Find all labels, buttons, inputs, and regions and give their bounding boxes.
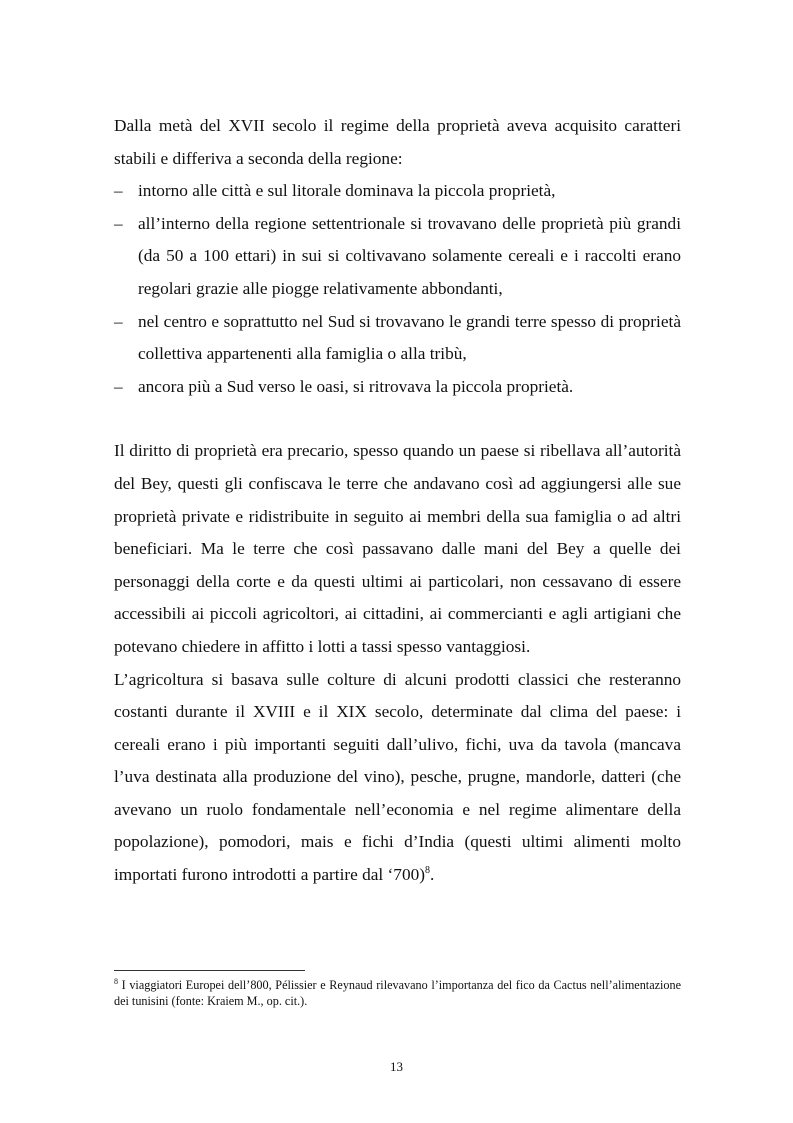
list-item-text: intorno alle città e sul litorale dominava la piccola proprietà,	[138, 181, 556, 201]
list-item	[114, 371, 681, 404]
footnote-marker: 8	[114, 977, 118, 986]
list-item-text: ancora più a Sud verso le oasi, si ritrovava la piccola proprietà.	[138, 376, 574, 396]
page-number: 13	[390, 1059, 403, 1074]
dash-marker: –	[114, 376, 123, 396]
list-item	[114, 175, 681, 208]
paragraph-3-end: .	[429, 865, 435, 885]
footnote-text: I viaggiatori Europei dell’800, Pélissier e Reynaud rilevavano l’importanza del fico da Cactus nell’alimentazione dei tunisini (fonte: Kraiem M., op. cit.).	[114, 978, 681, 1008]
list-item	[114, 306, 681, 371]
footnote-reference[interactable]: 8	[424, 865, 430, 877]
paragraph-2: Il diritto di proprietà era precario, spesso quando un paese si ribellava all’autorità del Bey, questi gli confiscava le terre che andavano così ad aggiungersi alle sue proprietà private e ridistribuite in seguito ai membri della sua famiglia o ad altri beneficiari. Ma le terre che così passavano dalle mani del Bey a quelle dei personaggi della corte e da questi ultimi ai particolari, non cessavano di essere accessibili ai piccoli agricoltori, ai cittadini, ai commercianti e agli artigiani che potevano chiedere in affitto i lotti a tassi spesso vantaggiosi.	[114, 441, 681, 656]
dash-marker: –	[114, 181, 123, 201]
paragraph-gap	[114, 403, 681, 435]
list-item-text: nel centro e soprattutto nel Sud si trovavano le grandi terre spesso di proprietà collettiva appartenenti alla famiglia o alla tribù,	[138, 311, 681, 364]
footnote-divider	[114, 970, 305, 971]
dash-marker: –	[114, 213, 123, 233]
dash-marker: –	[114, 311, 123, 331]
main-text	[114, 110, 681, 892]
footnote	[114, 977, 681, 1009]
paragraph-1: Dalla metà del XVII secolo il regime della proprietà aveva acquisito caratteri stabili e differiva a seconda della regione:	[114, 116, 681, 168]
paragraph-3-text: L’agricoltura si basava sulle colture di alcuni prodotti classici che resteranno costanti durante il XVIII e il XIX secolo, determinate dal clima del paese: i cereali erano i più importanti seguiti dall’ulivo, fichi, uva da tavola (mancava l’uva destinata alla produzione del vino), pesche, prugne, mandorle, datteri (che avevano un ruolo fondamentale nell’economia e nel regime alimentare della popolazione), pomodori, mais e fichi d’India (questi ultimi alimenti molto importati furono introdotti a partire dal ‘700)	[114, 669, 681, 885]
paragraph-3	[114, 664, 681, 892]
list-item-text: all’interno della regione settentrionale si trovavano delle proprietà più grandi (da 50 a 100 ettari) in sui si coltivavano solamente cereali e i raccolti erano regolari grazie alle piogge relativamente abbondanti,	[138, 213, 681, 298]
list-item	[114, 208, 681, 306]
